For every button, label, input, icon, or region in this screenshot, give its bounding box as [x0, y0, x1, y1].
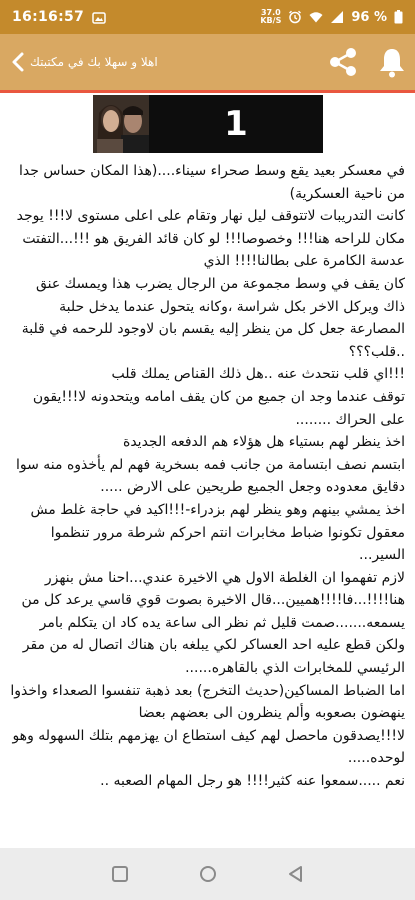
status-time: 16:16:57	[12, 9, 85, 25]
paragraph: لا!!!يصدقون ماحصل لهم كيف استطاع ان يهزمهم بتلك السهوله وهو لوحده.....	[12, 727, 405, 767]
bell-icon[interactable]	[377, 46, 407, 78]
cover-photo	[93, 95, 149, 153]
paragraph: لازم تفهموا ان الغلطة الاول هي الاخيرة عندي...احنا مش بنهزر هنا!!!!...فا!!!!هميين...قال الاخيرة بصوت قوي قاسي يرعد كل من يسمعه.......صمت قليل ثم نظر الى ساعة يده كاد ان يتكلم بامر ولكن قطع عليه احد العساكر لكي يبلغه بان هناك اتصال له من مقر الرئيسي للمخابرات الذي بالقاهره......	[21, 569, 405, 677]
paragraph: توقف عندما وجد ان جميع من كان يقف امامه ويتحدونه لا!!!يقون على الحراك ........	[32, 388, 405, 428]
chapter-text	[10, 160, 405, 848]
app-bar	[0, 34, 415, 90]
recents-icon[interactable]	[111, 865, 129, 883]
paragraph: كانت التدريبات لاتتوقف ليل نهار وتقام على اعلى مستوى لا!!! يوجد مكان للراحه هنا!!! وخصوصا!!! لو كان قائد الفريق هو !!!...التفتت عدسة الكامرة على بطالنا!!!! الذي	[16, 208, 405, 270]
paragraph: نعم .....سمعوا عنه كثير!!!! هو رجل المهام الصعبه ..	[100, 773, 405, 790]
net-speed-unit: KB/S	[260, 16, 282, 25]
status-bar	[0, 0, 415, 34]
chapter-number: 1	[224, 104, 248, 144]
alarm-icon	[288, 10, 302, 24]
header-divider	[0, 90, 415, 93]
paragraph: كان يقف في وسط مجموعة من الرجال يضرب هذا ويمسك عنق ذاك ويركل الاخر بكل شراسة ،وكانه يتحول عندما يدخل حلبة المصارعة جعل كل من ينظر إليه يقسم بان لاوجود للرحمه في قلبة ..قلب؟؟؟	[21, 275, 405, 360]
chevron-left-icon[interactable]	[10, 51, 26, 73]
back-button[interactable]	[10, 51, 158, 73]
paragraph: اخذ ينظر لهم بستياء هل هؤلاء هم الدفعه الجديدة	[123, 434, 405, 451]
paragraph: في معسكر بعيد يقع وسط صحراء سيناء....(هذا المكان حساس جدا من ناحية العسكرية)	[19, 163, 405, 202]
net-speed-value: 37.0	[260, 8, 281, 17]
gallery-icon	[92, 10, 106, 24]
share-icon[interactable]	[327, 46, 359, 78]
system-nav-bar	[0, 848, 415, 900]
paragraph: ابتسم نصف ابتسامة من جانب فمه بسخرية فهم لم يأخذوه منه سوا دقايق معدوده وجعل الجميع طريحين على الارض .....	[15, 456, 405, 496]
paragraph: !!!اي قلب نتحدث عنه ..هل ذلك القناص يملك قلب	[111, 366, 405, 383]
wifi-icon	[309, 10, 323, 24]
home-icon[interactable]	[199, 865, 217, 883]
battery-percent: 96 %	[351, 9, 387, 25]
status-left	[12, 9, 106, 25]
app-bar-actions	[327, 46, 407, 78]
status-right	[260, 9, 403, 25]
signal-icon	[330, 10, 344, 24]
back-icon[interactable]	[287, 865, 305, 883]
net-speed	[260, 9, 281, 25]
paragraph: اما الضباط المساكين(حديث التخرج) بعد ذهبة تنفسوا الصعداء واخذوا ينهضون بصعوبه وألم ينظرون الى بعضهم بعضا	[10, 682, 405, 722]
paragraph: اخذ يمشي بينهم وهو ينظر لهم بزدراء-!!!اكيد في حاجة غلط مش معقول تكونوا ضباط مخابرات انتم احركم شرطة مرور تنظموا السير...	[30, 501, 405, 564]
app-title: اهلا و سهلا بك في مكتبتك	[30, 55, 158, 69]
chapter-cover-image	[93, 95, 323, 153]
battery-icon	[394, 10, 403, 24]
